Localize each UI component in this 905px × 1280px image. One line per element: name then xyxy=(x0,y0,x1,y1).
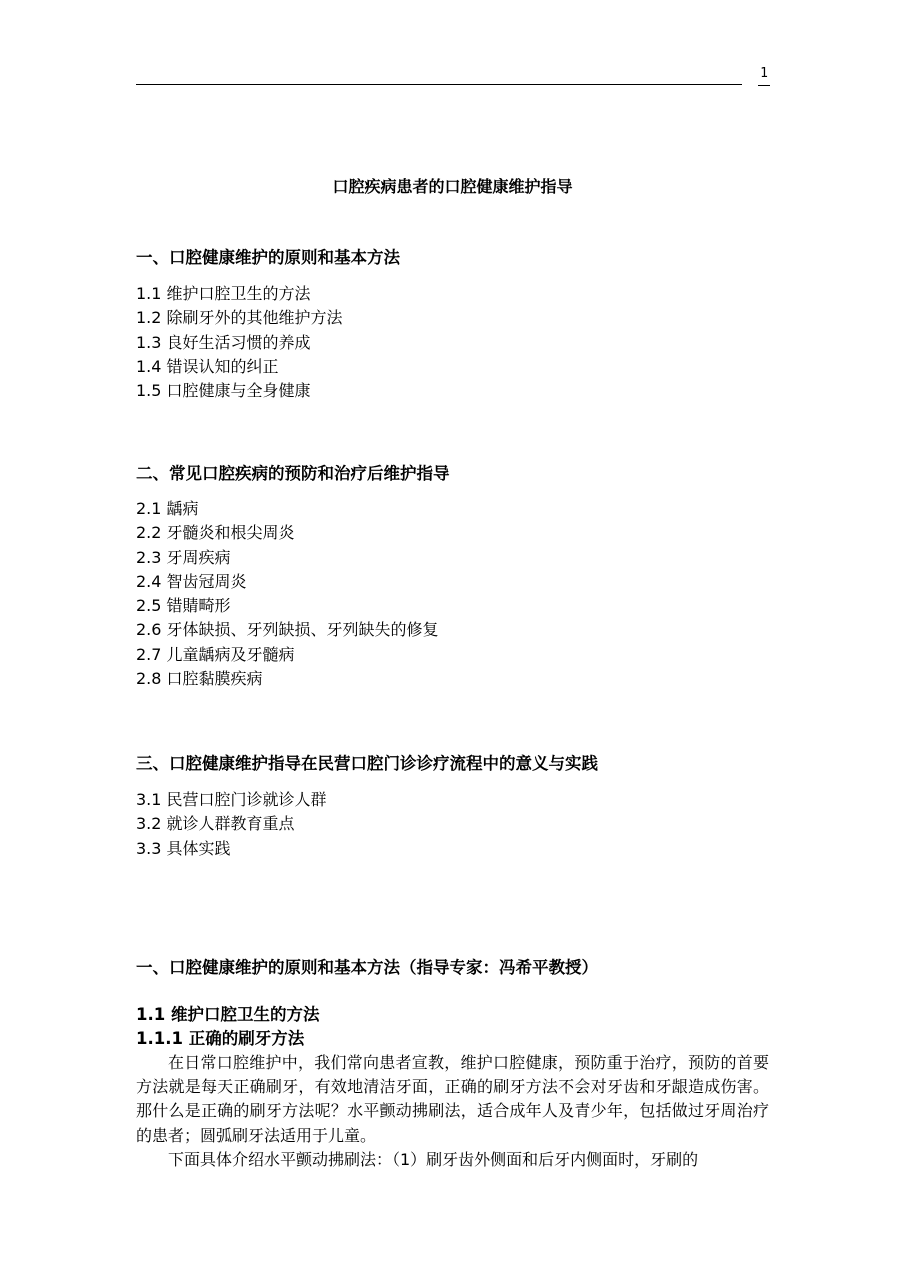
body-section-heading: 一、口腔健康维护的原则和基本方法（指导专家：冯希平教授） xyxy=(136,958,598,977)
toc-item: 2.8 口腔黏膜疾病 xyxy=(136,669,263,689)
toc-item: 2.6 牙体缺损、牙列缺损、牙列缺失的修复 xyxy=(136,620,439,640)
toc-item: 1.3 良好生活习惯的养成 xyxy=(136,332,311,352)
toc-item: 2.1 龋病 xyxy=(136,499,199,518)
header-rule xyxy=(136,84,742,85)
toc-section-heading-1: 一、口腔健康维护的原则和基本方法 xyxy=(136,248,400,267)
toc-list-2 xyxy=(136,497,439,691)
toc-section-heading-2: 二、常见口腔疾病的预防和治疗后维护指导 xyxy=(136,464,450,483)
toc-section-heading-3: 三、口腔健康维护指导在民营口腔门诊诊疗流程中的意义与实践 xyxy=(136,754,598,773)
toc-item: 1.4 错误认知的纠正 xyxy=(136,356,279,376)
toc-item: 2.4 智齿冠周炎 xyxy=(136,571,247,591)
page-number-underline xyxy=(758,85,770,86)
document-title: 口腔疾病患者的口腔健康维护指导 xyxy=(332,177,573,196)
toc-list-3 xyxy=(136,788,327,861)
toc-item: 2.2 牙髓炎和根尖周炎 xyxy=(136,523,295,543)
page-number: 1 xyxy=(760,66,768,81)
body-paragraph: 在日常口腔维护中，我们常向患者宣教，维护口腔健康，预防重于治疗，预防的首要方法就是每天正确刷牙，有效地清洁牙面，正确的刷牙方法不会对牙齿和牙龈造成伤害。那什么是正确的刷牙方法呢？水平颤动拂刷法，适合成年人及青少年，包括做过牙周治疗的患者；圆弧刷牙法适用于儿童。 xyxy=(136,1053,769,1145)
toc-item: 2.7 儿童龋病及牙髓病 xyxy=(136,644,295,664)
toc-item: 2.3 牙周疾病 xyxy=(136,547,231,567)
body-subsection-heading: 1.1 维护口腔卫生的方法 xyxy=(136,1005,320,1024)
toc-item: 3.2 就诊人群教育重点 xyxy=(136,814,295,834)
toc-item: 2.5 错䝼畸形 xyxy=(136,596,231,616)
toc-item: 1.1 维护口腔卫生的方法 xyxy=(136,284,311,303)
toc-item: 3.3 具体实践 xyxy=(136,838,231,858)
toc-item: 1.5 口腔健康与全身健康 xyxy=(136,381,311,401)
body-subsubsection-heading: 1.1.1 正确的刷牙方法 xyxy=(136,1029,305,1048)
toc-item: 3.1 民营口腔门诊就诊人群 xyxy=(136,790,327,809)
toc-list-1 xyxy=(136,282,343,403)
toc-item: 1.2 除刷牙外的其他维护方法 xyxy=(136,308,343,328)
body-paragraph: 下面具体介绍水平颤动拂刷法：（1）刷牙齿外侧面和后牙内侧面时，牙刷的 xyxy=(168,1150,699,1169)
